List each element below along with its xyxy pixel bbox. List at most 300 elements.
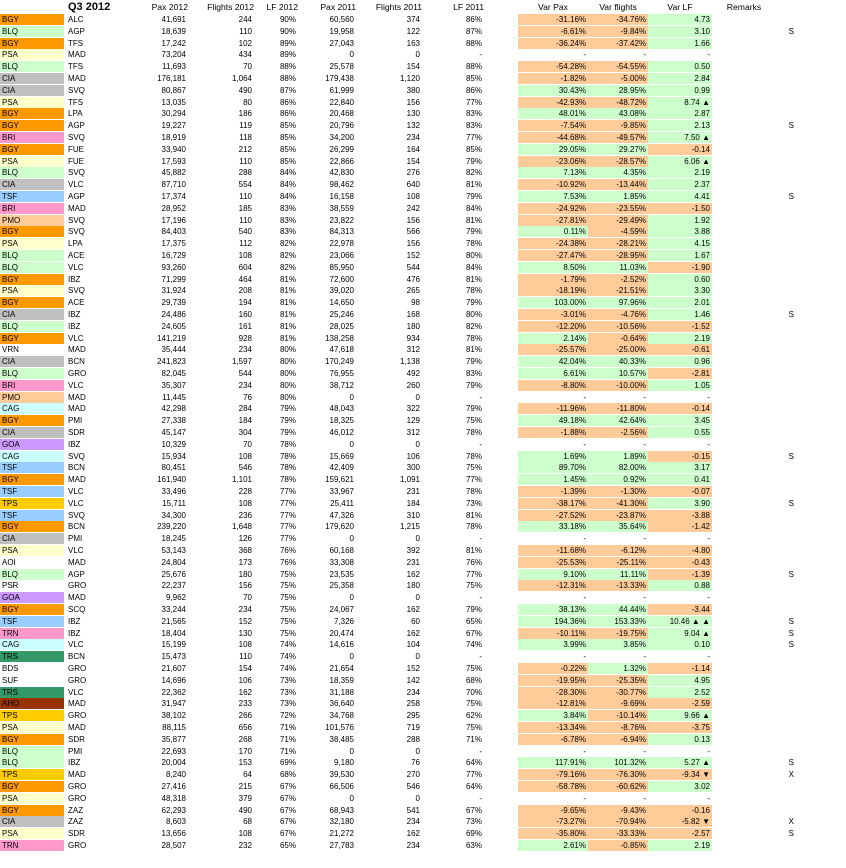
var-pax-cell: 7.13% xyxy=(518,167,588,178)
flights-2012-cell: 152 xyxy=(238,616,252,626)
destination-cell: SVQ xyxy=(68,168,85,178)
origin-airport-cell: TPS xyxy=(0,769,64,780)
remarks-cell xyxy=(714,474,844,485)
remarks-cell xyxy=(714,226,844,237)
destination-cell: SVQ xyxy=(68,85,85,95)
table-row xyxy=(0,805,846,816)
var-flights-cell: -28.95% xyxy=(588,250,648,261)
remarks-cell: S xyxy=(788,121,794,131)
lf-2012-cell: 80% xyxy=(279,369,296,378)
destination-cell: LPA xyxy=(68,109,83,119)
pax-2011-cell: 32,180 xyxy=(329,817,354,827)
pax-2011-cell: 38,712 xyxy=(329,380,354,390)
var-lf-cell: - xyxy=(707,439,710,449)
lf-2012-cell: 77% xyxy=(279,498,296,508)
remarks-cell: S xyxy=(788,569,794,579)
pax-2012-cell: 17,242 xyxy=(161,38,186,48)
destination-cell: GRO xyxy=(68,711,87,721)
flights-2011-cell: 276 xyxy=(406,168,420,178)
remarks-cell xyxy=(714,144,844,155)
var-lf-cell: -0.14 xyxy=(648,403,712,414)
remarks-cell xyxy=(714,73,844,84)
table-row xyxy=(0,144,846,155)
table-row xyxy=(0,61,846,72)
var-pax-cell: -12.20% xyxy=(518,321,588,332)
destination-cell: SVQ xyxy=(68,133,85,142)
table-row xyxy=(0,663,846,674)
flights-2012-cell: 368 xyxy=(238,546,252,555)
flights-2012-cell: 1,064 xyxy=(231,74,252,83)
var-pax-cell: -24.92% xyxy=(518,203,588,214)
table-row xyxy=(0,250,846,261)
pax-2011-cell: 46,012 xyxy=(329,428,354,437)
var-flights-cell: 3.85% xyxy=(588,639,648,650)
var-flights-cell: 82.00% xyxy=(588,462,648,473)
var-lf-cell: 4.73 xyxy=(648,14,712,25)
table-row xyxy=(0,356,846,367)
var-pax-cell: - xyxy=(583,392,586,402)
flights-2011-cell: 1,215 xyxy=(399,522,420,532)
pax-2011-cell: 22,866 xyxy=(329,156,354,166)
pax-2011-cell: 18,325 xyxy=(329,416,354,426)
pax-2012-cell: 15,711 xyxy=(162,498,186,508)
flights-2011-cell: 162 xyxy=(406,829,420,839)
pax-2012-cell: 18,639 xyxy=(161,26,186,36)
lf-2011-cell: 76% xyxy=(465,557,482,567)
var-flights-cell: -54.55% xyxy=(588,61,648,72)
origin-airport-cell: CAG xyxy=(0,451,64,462)
var-lf-cell: 1.67 xyxy=(648,250,712,261)
var-lf-cell: 2.19 xyxy=(648,840,712,851)
var-pax-cell: 48.01% xyxy=(518,108,588,119)
var-pax-cell: -44.68% xyxy=(518,132,588,143)
flights-2012-cell: 928 xyxy=(238,333,252,343)
pax-2012-cell: 30,294 xyxy=(161,109,186,119)
table-row xyxy=(0,14,846,25)
destination-cell: PMI xyxy=(68,746,83,756)
origin-airport-cell: TSF xyxy=(0,191,64,202)
table-row xyxy=(0,85,846,96)
lf-2011-cell: 77% xyxy=(465,770,482,780)
destination-cell: TFS xyxy=(68,97,84,107)
lf-2011-cell: 81% xyxy=(465,215,482,225)
var-lf-cell: 1.46 xyxy=(648,309,712,320)
var-lf-cell: 3.90 xyxy=(648,498,712,509)
flights-2011-cell: 265 xyxy=(406,286,420,296)
origin-airport-cell: TSF xyxy=(0,616,64,627)
var-lf-cell: - xyxy=(707,593,710,603)
flights-2012-cell: 288 xyxy=(238,168,252,178)
pax-2012-cell: 241,823 xyxy=(157,357,186,367)
pax-2011-cell: 0 xyxy=(349,746,354,756)
remarks-cell xyxy=(714,722,844,733)
pax-2012-cell: 13,035 xyxy=(161,97,186,107)
var-flights-cell: 43.08% xyxy=(588,108,648,119)
table-row xyxy=(0,333,846,344)
pax-2011-cell: 98,462 xyxy=(329,180,354,190)
var-pax-cell: -10.92% xyxy=(518,179,588,190)
var-lf-cell: 4.15 xyxy=(648,238,712,249)
flights-2011-cell: 234 xyxy=(406,817,420,827)
var-pax-cell: 1.45% xyxy=(518,474,588,485)
var-flights-cell: -10.14% xyxy=(588,710,648,721)
pax-2011-cell: 34,768 xyxy=(329,711,354,721)
var-flights-cell: 11.03% xyxy=(588,262,648,273)
flights-2011-cell: 380 xyxy=(406,85,420,95)
flights-2012-cell: 126 xyxy=(238,534,252,544)
flights-2011-cell: 234 xyxy=(406,687,420,697)
lf-2012-cell: 81% xyxy=(279,333,296,343)
var-lf-cell: 3.17 xyxy=(648,462,712,473)
lf-2012-cell: 75% xyxy=(279,605,296,614)
table-row xyxy=(0,710,846,721)
lf-2011-cell: 77% xyxy=(465,133,482,142)
var-flights-cell: - xyxy=(643,534,646,544)
lf-2012-cell: 75% xyxy=(279,628,296,638)
pax-2012-cell: 27,338 xyxy=(161,416,186,426)
var-lf-cell: -3.88 xyxy=(648,510,712,521)
origin-airport-cell: BRI xyxy=(0,203,64,214)
var-pax-cell: -27.47% xyxy=(518,250,588,261)
flights-2011-cell: 312 xyxy=(406,428,420,437)
var-pax-cell: -73.27% xyxy=(518,816,588,827)
var-lf-cell: 0.55 xyxy=(648,427,712,438)
var-pax-cell: -3.01% xyxy=(518,309,588,320)
destination-cell: BCN xyxy=(68,357,85,367)
var-flights-cell: 35.64% xyxy=(588,521,648,532)
var-lf-cell: 7.50 ▲ xyxy=(648,132,712,143)
col-header-lf-2011: LF 2011 xyxy=(453,2,484,12)
destination-cell: SDR xyxy=(68,428,85,437)
destination-cell: VLC xyxy=(68,262,84,272)
remarks-cell xyxy=(714,663,844,674)
flights-2012-cell: 464 xyxy=(238,274,252,284)
table-row xyxy=(0,828,846,839)
var-flights-cell: 1.89% xyxy=(588,451,648,462)
destination-cell: MAD xyxy=(68,475,86,485)
remarks-cell xyxy=(714,61,844,72)
flights-2011-cell: 1,120 xyxy=(399,74,420,83)
origin-airport-cell: BLQ xyxy=(0,167,64,178)
var-flights-cell: -10.00% xyxy=(588,380,648,391)
var-flights-cell: 0.92% xyxy=(588,474,648,485)
pax-2012-cell: 42,298 xyxy=(161,404,186,414)
table-row xyxy=(0,675,846,686)
lf-2011-cell: 87% xyxy=(465,26,482,36)
var-pax-cell: - xyxy=(583,439,586,449)
flights-2011-cell: 231 xyxy=(406,487,420,496)
lf-2012-cell: 67% xyxy=(279,793,296,803)
var-lf-cell: 5.27 ▲ xyxy=(648,757,712,768)
flights-2012-cell: 119 xyxy=(239,121,252,131)
var-pax-cell: 3.84% xyxy=(518,710,588,721)
var-flights-cell: -48.72% xyxy=(588,97,648,108)
remarks-cell xyxy=(714,285,844,296)
flights-2012-cell: 232 xyxy=(238,841,252,850)
lf-2011-cell: 81% xyxy=(465,546,482,555)
col-header-lf-2012: LF 2012 xyxy=(266,2,298,12)
destination-cell: SDR xyxy=(68,734,85,744)
origin-airport-cell: TRN xyxy=(0,840,64,851)
page-title: Q3 2012 xyxy=(68,1,111,13)
lf-2012-cell: 88% xyxy=(279,74,296,83)
flights-2012-cell: 284 xyxy=(238,404,252,414)
origin-airport-cell: CAG xyxy=(0,403,64,414)
table-row xyxy=(0,415,846,426)
remarks-cell xyxy=(714,132,844,143)
remarks-cell xyxy=(714,368,844,379)
pax-2012-cell: 21,607 xyxy=(161,664,186,673)
origin-airport-cell: TRN xyxy=(0,628,64,639)
remarks-cell xyxy=(714,604,844,615)
var-pax-cell: -1.88% xyxy=(518,427,588,438)
pax-2011-cell: 16,158 xyxy=(329,192,354,201)
lf-2011-cell: - xyxy=(479,534,482,544)
flights-2011-cell: 156 xyxy=(406,239,420,249)
lf-2011-cell: 63% xyxy=(465,841,482,850)
var-pax-cell: -18.19% xyxy=(518,285,588,296)
flights-2011-cell: 392 xyxy=(406,546,420,555)
lf-2011-cell: 64% xyxy=(465,758,482,768)
destination-cell: PMI xyxy=(68,534,83,544)
destination-cell: MAD xyxy=(68,770,86,780)
var-pax-cell: -6.78% xyxy=(518,734,588,745)
pax-2011-cell: 14,650 xyxy=(329,298,354,308)
pax-2011-cell: 25,358 xyxy=(329,581,354,591)
var-lf-cell: - xyxy=(707,534,710,544)
remarks-cell xyxy=(714,238,844,249)
origin-airport-cell: BLQ xyxy=(0,26,64,37)
var-lf-cell: 1.92 xyxy=(648,215,712,226)
lf-2011-cell: 62% xyxy=(465,711,482,721)
var-flights-cell: -70.94% xyxy=(588,816,648,827)
flights-2011-cell: 154 xyxy=(406,156,420,166)
var-pax-cell: 103.00% xyxy=(518,297,588,308)
flights-2012-cell: 110 xyxy=(239,26,252,36)
lf-2011-cell: 88% xyxy=(465,62,482,72)
remarks-cell xyxy=(714,403,844,414)
flights-2012-cell: 215 xyxy=(238,782,252,791)
table-row xyxy=(0,297,846,308)
var-lf-cell: 1.05 xyxy=(648,380,712,391)
lf-2011-cell: 75% xyxy=(465,723,482,732)
origin-airport-cell: PSA xyxy=(0,722,64,733)
flights-2012-cell: 434 xyxy=(238,50,252,60)
var-flights-cell: -13.44% xyxy=(588,179,648,190)
flights-2012-cell: 184 xyxy=(238,416,252,426)
var-pax-cell: 30.43% xyxy=(518,85,588,96)
destination-cell: ALC xyxy=(68,15,84,24)
flights-2011-cell: 0 xyxy=(415,392,420,402)
destination-cell: IBZ xyxy=(68,274,81,284)
lf-2012-cell: 75% xyxy=(279,581,296,591)
origin-airport-cell: BLQ xyxy=(0,569,64,580)
var-flights-cell: -6.12% xyxy=(588,545,648,556)
lf-2012-cell: 83% xyxy=(279,203,296,213)
origin-airport-cell: PMO xyxy=(0,392,64,403)
lf-2011-cell: 78% xyxy=(465,487,482,496)
pax-2012-cell: 41,691 xyxy=(161,15,186,24)
origin-airport-cell: BLQ xyxy=(0,61,64,72)
table-row xyxy=(0,321,846,332)
pax-2011-cell: 47,326 xyxy=(329,510,354,520)
var-pax-cell: 9.10% xyxy=(518,569,588,580)
flights-2011-cell: 546 xyxy=(406,782,420,791)
var-lf-cell: -0.07 xyxy=(648,486,712,497)
origin-airport-cell: PSA xyxy=(0,49,64,60)
lf-2012-cell: 80% xyxy=(279,345,296,355)
destination-cell: FUE xyxy=(68,156,84,166)
destination-cell: TFS xyxy=(68,62,84,72)
var-flights-cell: 28.95% xyxy=(588,85,648,96)
remarks-cell: S xyxy=(788,829,794,839)
destination-cell: MAD xyxy=(68,699,86,709)
pax-2012-cell: 29,739 xyxy=(161,298,186,308)
flights-2011-cell: 260 xyxy=(406,380,420,390)
table-row xyxy=(0,49,846,60)
table-row xyxy=(0,285,846,296)
var-lf-cell: 10.46 ▲ ▲ xyxy=(648,616,712,627)
var-pax-cell: -42.93% xyxy=(518,97,588,108)
lf-2012-cell: 75% xyxy=(279,616,296,626)
remarks-cell xyxy=(714,297,844,308)
destination-cell: PMI xyxy=(68,416,83,426)
flights-2012-cell: 379 xyxy=(238,793,252,803)
pax-2011-cell: 159,621 xyxy=(325,475,354,485)
pax-2012-cell: 11,445 xyxy=(162,392,186,402)
var-lf-cell: 9.04 ▲ xyxy=(648,628,712,639)
var-flights-cell: 101.32% xyxy=(588,757,648,768)
lf-2012-cell: 74% xyxy=(279,664,296,673)
var-lf-cell: -0.14 xyxy=(648,144,712,155)
var-pax-cell: 89.70% xyxy=(518,462,588,473)
flights-2011-cell: 162 xyxy=(406,569,420,579)
pax-2011-cell: 28,025 xyxy=(329,321,354,331)
destination-cell: IBZ xyxy=(68,439,81,449)
var-flights-cell: 97.96% xyxy=(588,297,648,308)
table-row xyxy=(0,97,846,108)
origin-airport-cell: PSA xyxy=(0,793,64,804)
lf-2011-cell: 80% xyxy=(465,310,482,319)
flights-2011-cell: 180 xyxy=(406,321,420,331)
flights-2011-cell: 132 xyxy=(406,121,420,131)
flights-2011-cell: 152 xyxy=(406,664,420,673)
pax-2012-cell: 24,605 xyxy=(161,321,186,331)
var-lf-cell: 3.30 xyxy=(648,285,712,296)
pax-2012-cell: 80,867 xyxy=(161,85,186,95)
flights-2011-cell: 164 xyxy=(406,144,420,154)
destination-cell: VLC xyxy=(68,380,84,390)
var-flights-cell: -25.35% xyxy=(588,675,648,686)
pax-2011-cell: 31,188 xyxy=(329,687,354,697)
var-flights-cell: -9.43% xyxy=(588,805,648,816)
var-pax-cell: -1.39% xyxy=(518,486,588,497)
var-lf-cell: 0.60 xyxy=(648,274,712,285)
flights-2011-cell: 152 xyxy=(406,251,420,260)
var-lf-cell: -9.34 ▼ xyxy=(648,769,712,780)
lf-2011-cell: 65% xyxy=(465,616,482,626)
destination-cell: ZAZ xyxy=(68,817,84,827)
flights-2011-cell: 106 xyxy=(406,451,420,461)
var-lf-cell: 2.87 xyxy=(648,108,712,119)
lf-2011-cell: - xyxy=(479,593,482,603)
col-header-var-flights: Var flights xyxy=(599,2,637,12)
var-flights-cell: -41.30% xyxy=(588,498,648,509)
flights-2012-cell: 160 xyxy=(238,310,252,319)
remarks-cell xyxy=(714,97,844,108)
lf-2012-cell: 73% xyxy=(279,675,296,685)
table-row xyxy=(0,474,846,485)
var-pax-cell: -35.80% xyxy=(518,828,588,839)
lf-2011-cell: 75% xyxy=(465,664,482,673)
remarks-cell xyxy=(714,262,844,273)
pax-2012-cell: 9,962 xyxy=(165,593,186,603)
lf-2011-cell: 79% xyxy=(465,404,482,414)
col-header-flights-2011: Flights 2011 xyxy=(375,2,422,12)
table-row xyxy=(0,427,846,438)
pax-2012-cell: 17,374 xyxy=(161,192,186,201)
pax-2012-cell: 22,693 xyxy=(161,746,186,756)
pax-2011-cell: 0 xyxy=(349,652,354,662)
lf-2011-cell: 84% xyxy=(465,262,482,272)
var-pax-cell: 0.11% xyxy=(518,226,588,237)
var-pax-cell: - xyxy=(583,746,586,756)
flights-2012-cell: 108 xyxy=(238,251,252,260)
lf-2012-cell: 78% xyxy=(279,439,296,449)
lf-2012-cell: 74% xyxy=(279,640,296,650)
var-lf-cell: 2.37 xyxy=(648,179,712,190)
remarks-cell xyxy=(714,651,844,662)
flights-2012-cell: 180 xyxy=(238,569,252,579)
lf-2012-cell: 69% xyxy=(279,758,296,768)
pax-2011-cell: 138,258 xyxy=(325,333,354,343)
var-pax-cell: 6.61% xyxy=(518,368,588,379)
var-lf-cell: - xyxy=(707,392,710,402)
lf-2012-cell: 85% xyxy=(279,144,296,154)
lf-2012-cell: 73% xyxy=(279,699,296,709)
destination-cell: MAD xyxy=(68,557,86,567)
origin-airport-cell: PSA xyxy=(0,545,64,556)
flights-2011-cell: 242 xyxy=(406,203,420,213)
table-row xyxy=(0,238,846,249)
var-lf-cell: 2.84 xyxy=(648,73,712,84)
var-pax-cell: 38.13% xyxy=(518,604,588,615)
var-lf-cell: - xyxy=(707,746,710,756)
destination-cell: VLC xyxy=(68,498,84,508)
destination-cell: SCQ xyxy=(68,605,86,614)
var-lf-cell: -5.82 ▼ xyxy=(648,816,712,827)
origin-airport-cell: CIA xyxy=(0,73,64,84)
table-row xyxy=(0,557,846,568)
col-header-pax-2012: Pax 2012 xyxy=(151,2,188,12)
origin-airport-cell: TSF xyxy=(0,510,64,521)
pax-2011-cell: 72,600 xyxy=(329,274,354,284)
flights-2012-cell: 212 xyxy=(238,144,252,154)
lf-2011-cell: 68% xyxy=(465,675,482,685)
lf-2011-cell: 78% xyxy=(465,451,482,461)
var-flights-cell: -34.76% xyxy=(588,14,648,25)
var-flights-cell: -9.85% xyxy=(588,120,648,131)
table-row xyxy=(0,215,846,226)
flights-2011-cell: 288 xyxy=(406,734,420,744)
remarks-cell xyxy=(714,439,844,450)
var-lf-cell: -1.90 xyxy=(648,262,712,273)
pax-2012-cell: 45,147 xyxy=(161,428,186,437)
var-pax-cell: -23.06% xyxy=(518,156,588,167)
origin-airport-cell: BGY xyxy=(0,14,64,25)
pax-2012-cell: 176,181 xyxy=(157,74,186,83)
pax-2012-cell: 15,199 xyxy=(161,640,186,650)
